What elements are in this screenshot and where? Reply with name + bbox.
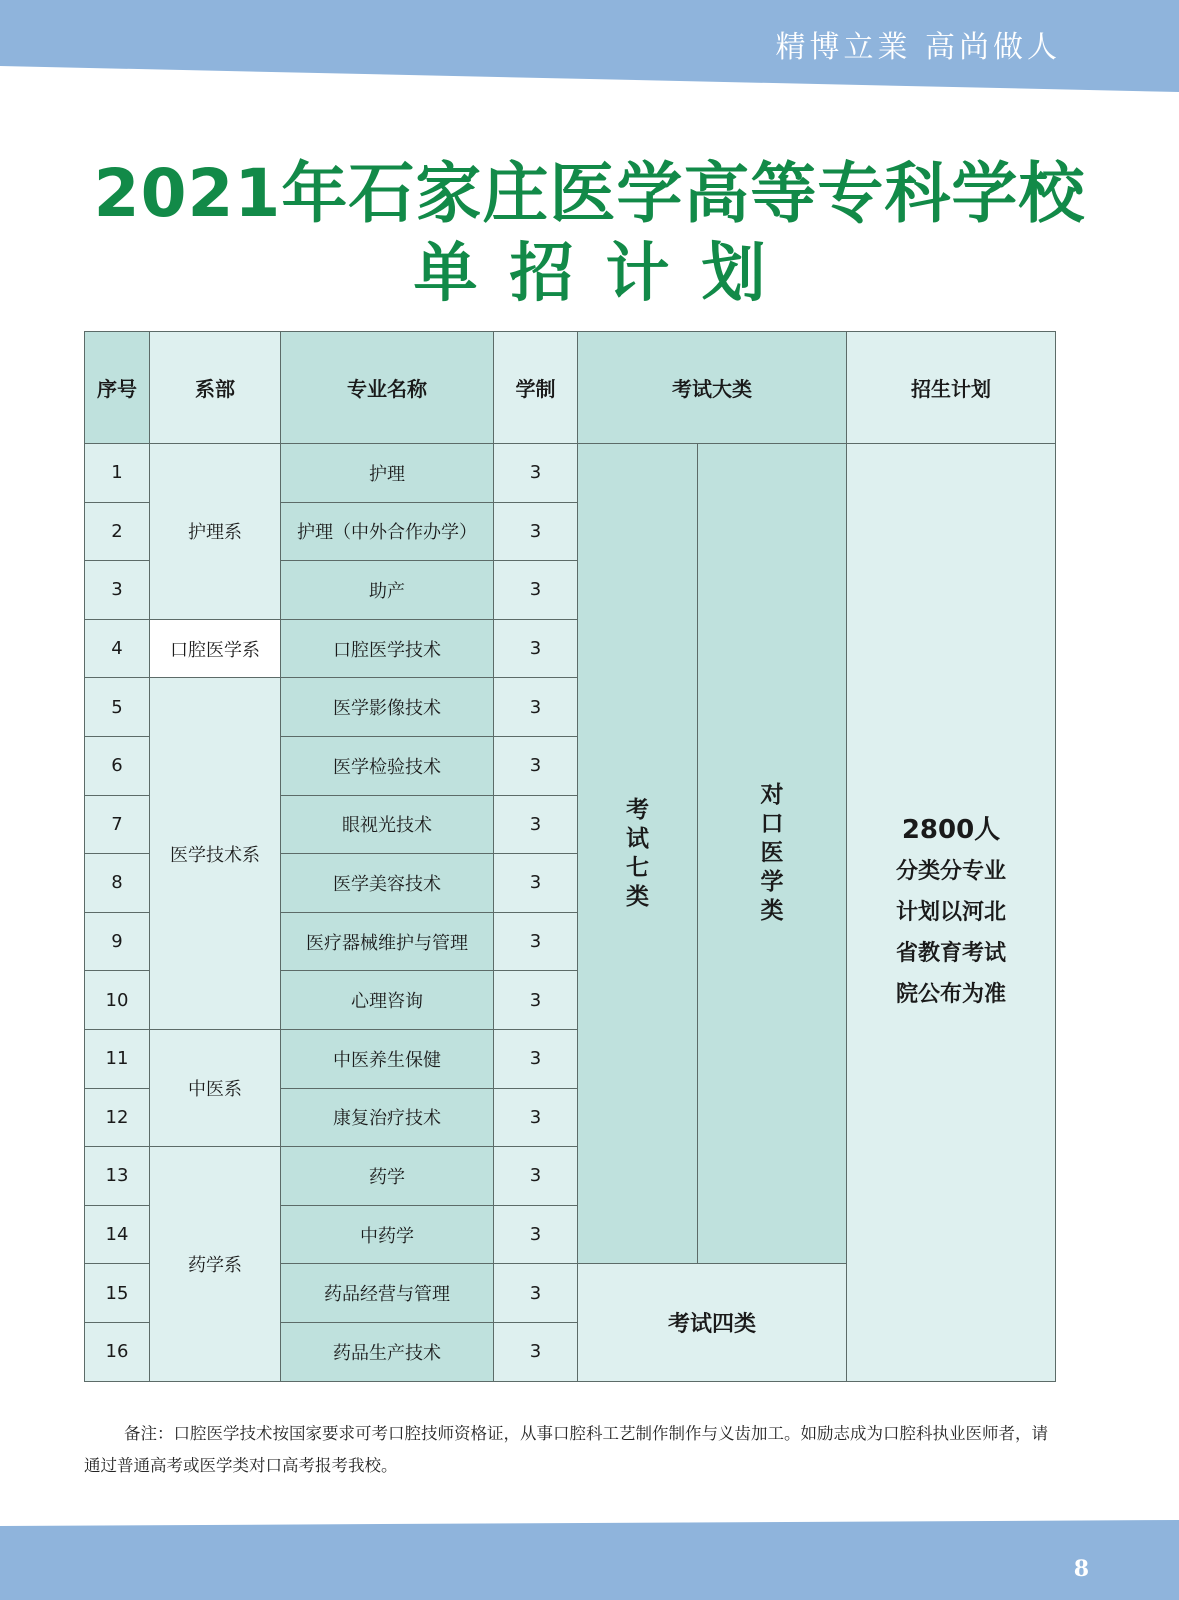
table-header-row [85, 332, 1056, 444]
major-cell: 医学检验技术 [281, 736, 494, 795]
major-cell: 口腔医学技术 [281, 619, 494, 678]
department-cell: 护理系 [150, 444, 281, 620]
row-index: 1 [85, 444, 150, 503]
duration-cell: 3 [494, 912, 578, 971]
row-index: 16 [85, 1322, 150, 1381]
duration-cell: 3 [494, 444, 578, 503]
major-cell: 康复治疗技术 [281, 1088, 494, 1147]
row-index: 7 [85, 795, 150, 854]
plan-line-4: 院公布为准 [895, 981, 1006, 1007]
row-index: 6 [85, 736, 150, 795]
header-exam-category: 考试大类 [578, 332, 847, 444]
major-cell: 心理咨询 [281, 971, 494, 1030]
row-index: 4 [85, 619, 150, 678]
row-index: 10 [85, 971, 150, 1030]
major-cell: 医学美容技术 [281, 854, 494, 913]
header-index: 序号 [85, 332, 150, 444]
major-cell: 药品经营与管理 [281, 1264, 494, 1323]
major-cell: 中药学 [281, 1205, 494, 1264]
exam-category4-label: 考试四类 [667, 1311, 756, 1337]
row-index: 14 [85, 1205, 150, 1264]
row-index: 9 [85, 912, 150, 971]
row-index: 13 [85, 1147, 150, 1206]
bottom-banner [0, 1520, 1179, 1600]
duration-cell: 3 [494, 736, 578, 795]
duration-cell: 3 [494, 971, 578, 1030]
duration-cell: 3 [494, 1147, 578, 1206]
plan-cell [847, 444, 1056, 1382]
duration-cell: 3 [494, 795, 578, 854]
duration-cell: 3 [494, 1029, 578, 1088]
major-cell: 护理（中外合作办学） [281, 502, 494, 561]
department-cell: 口腔医学系 [150, 619, 281, 678]
duration-cell: 3 [494, 1088, 578, 1147]
department-cell: 医学技术系 [150, 678, 281, 1030]
department-cell: 药学系 [150, 1147, 281, 1381]
page-title-line2: 单招计划 [413, 237, 798, 311]
row-index: 11 [85, 1029, 150, 1088]
exam-category7-cell [578, 444, 698, 1264]
header-department: 系部 [150, 332, 281, 444]
row-index: 2 [85, 502, 150, 561]
department-cell: 中医系 [150, 1029, 281, 1146]
enrollment-plan-table [84, 331, 1056, 1382]
duration-cell: 3 [494, 561, 578, 620]
major-cell: 助产 [281, 561, 494, 620]
plan-line-1: 分类分专业 [895, 858, 1006, 884]
major-cell: 眼视光技术 [281, 795, 494, 854]
page-title-line1: 2021年石家庄医学高等专科学校 [93, 155, 1086, 232]
major-cell: 医学影像技术 [281, 678, 494, 737]
header-duration: 学制 [494, 332, 578, 444]
page-number: 8 [1073, 1556, 1089, 1582]
row-index: 3 [85, 561, 150, 620]
major-cell: 护理 [281, 444, 494, 503]
major-cell: 药品生产技术 [281, 1322, 494, 1381]
duration-cell: 3 [494, 1264, 578, 1323]
table-row [85, 444, 1056, 503]
row-index: 8 [85, 854, 150, 913]
exam-category7-label: 考试七类 [626, 796, 649, 910]
row-index: 12 [85, 1088, 150, 1147]
row-index: 5 [85, 678, 150, 737]
header-plan: 招生计划 [847, 332, 1056, 444]
counterpart-medicine-label: 对口医学类 [760, 782, 784, 925]
duration-cell: 3 [494, 854, 578, 913]
duration-cell: 3 [494, 502, 578, 561]
duration-cell: 3 [494, 619, 578, 678]
duration-cell: 3 [494, 678, 578, 737]
header-slogan: 精博立業 高尚做人 [775, 30, 1061, 65]
exam-category4-cell [578, 1264, 847, 1381]
plan-line-3: 省教育考试 [895, 940, 1006, 966]
header-major: 专业名称 [281, 332, 494, 444]
major-cell: 药学 [281, 1147, 494, 1206]
footnote: 备注：口腔医学技术按国家要求可考口腔技师资格证，从事口腔科工艺制作制作与义齿加工。如励志成为口腔科执业医师者，请通过普通高考或医学类对口高考报考我校。 [84, 1424, 1048, 1475]
plan-count: 2800人 [901, 814, 1001, 845]
row-index: 15 [85, 1264, 150, 1323]
counterpart-medicine-cell [698, 444, 847, 1264]
duration-cell: 3 [494, 1322, 578, 1381]
major-cell: 中医养生保健 [281, 1029, 494, 1088]
plan-line-2: 计划以河北 [895, 899, 1006, 925]
duration-cell: 3 [494, 1205, 578, 1264]
major-cell: 医疗器械维护与管理 [281, 912, 494, 971]
